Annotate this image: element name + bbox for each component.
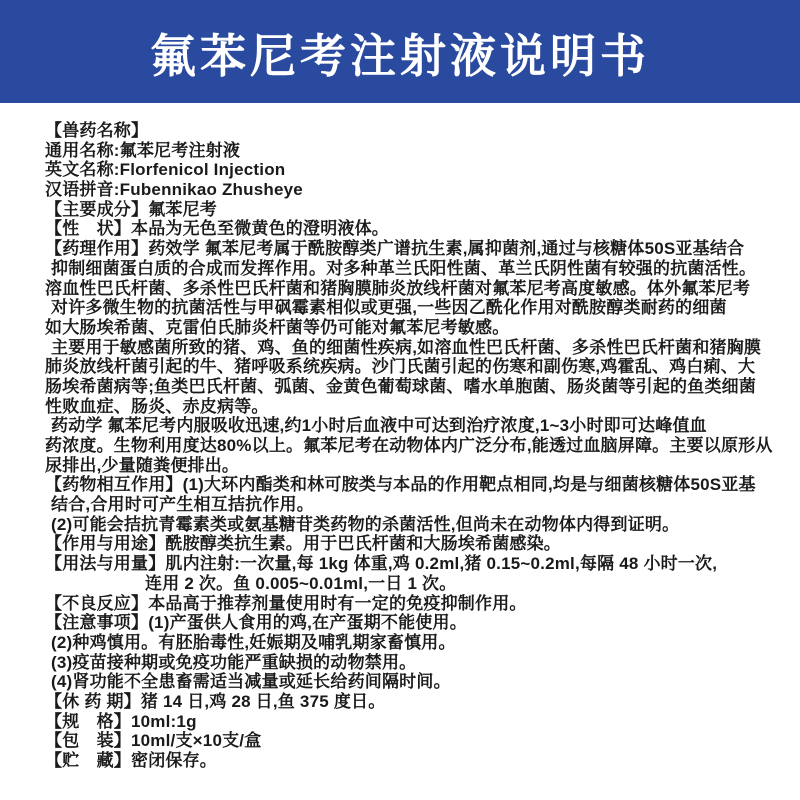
doc-line: 抑制细菌蛋白质的合成而发挥作用。对多种革兰氏阳性菌、革兰氏阴性菌有较强的抗菌活性。	[51, 258, 757, 278]
doc-line-drug-name-heading: 【兽药名称】	[45, 121, 149, 140]
doc-line-pharmacology: 【药理作用】药效学 氟苯尼考属于酰胺醇类广谱抗生素,属抑菌剂,通过与核糖体50S亚基结合	[45, 239, 745, 259]
doc-line: (3)疫苗接种期或免疫功能严重缺损的动物禁用。	[51, 652, 417, 672]
doc-line: 肠埃希菌病等;鱼类巴氏杆菌、弧菌、金黄色葡萄球菌、嗜水单胞菌、肠炎菌等引起的鱼类细菌	[45, 376, 757, 396]
doc-line: 药浓度。生物利用度达80%以上。氟苯尼考在动物体内广泛分布,能透过血脑屏障。主要以原形从	[45, 436, 773, 455]
doc-line-dosage: 【用法与用量】肌内注射:一次量,每 1kg 体重,鸡 0.2ml,猪 0.15~0.2ml,每隔 48 小时一次,	[45, 554, 718, 574]
doc-line-specification: 【规 格】10ml:1g	[45, 711, 197, 731]
doc-line: 主要用于敏感菌所致的猪、鸡、鱼的细菌性疾病,如溶血性巴氏杆菌、多杀性巴氏杆菌和猪胸膜	[51, 337, 762, 357]
doc-line: 如大肠埃希菌、克雷伯氏肺炎杆菌等仍可能对氟苯尼考敏感。	[45, 317, 510, 337]
title-banner	[0, 0, 800, 103]
doc-line: 连用 2 次。鱼 0.005~0.01ml,一日 1 次。	[145, 573, 457, 593]
doc-line-pharmacokinetics: 药动学 氟苯尼考内服吸收迅速,约1小时后血液中可达到治疗浓度,1~3小时即可达峰值血	[51, 416, 707, 436]
doc-line-withdrawal-period: 【休 药 期】猪 14 日,鸡 28 日,鱼 375 度日。	[45, 691, 386, 711]
doc-line: (4)肾功能不全患畜需适当减量或延长给药间隔时间。	[51, 672, 451, 692]
doc-line: 性败血症、肠炎、赤皮病等。	[45, 396, 269, 416]
doc-line-main-ingredient: 【主要成分】氟苯尼考	[45, 199, 217, 219]
doc-line-generic-name: 通用名称:氟苯尼考注射液	[45, 140, 241, 160]
doc-line: (2)可能会拮抗青霉素类或氨基糖苷类药物的杀菌活性,但尚未在动物体内得到证明。	[51, 514, 680, 534]
doc-line-adverse-reactions: 【不良反应】本品高于推荐剂量使用时有一定的免疫抑制作用。	[45, 593, 527, 613]
doc-line: 尿排出,少量随粪便排出。	[45, 455, 240, 475]
doc-line: 溶血性巴氏杆菌、多杀性巴氏杆菌和猪胸膜肺炎放线杆菌对氟苯尼考高度敏感。体外氟苯尼考	[45, 278, 751, 298]
doc-line-english-name: 英文名称:Florfenicol Injection	[45, 160, 286, 180]
doc-line-appearance: 【性 状】本品为无色至微黄色的澄明液体。	[45, 219, 389, 239]
doc-line-drug-interactions: 【药物相互作用】(1)大环内酯类和林可胺类与本品的作用靶点相同,均是与细菌核糖体50S亚基	[45, 475, 756, 495]
doc-line: (2)种鸡慎用。有胚胎毒性,妊娠期及哺乳期家畜慎用。	[51, 632, 456, 652]
doc-line: 肺炎放线杆菌引起的牛、猪呼吸系统疾病。沙门氏菌引起的伤寒和副伤寒,鸡霍乱、鸡白痢、大	[45, 357, 756, 377]
page-title: 氟苯尼考注射液说明书	[150, 29, 650, 82]
doc-line: 对许多微生物的抗菌活性与甲砜霉素相似或更强,一些因乙酰化作用对酰胺醇类耐药的细菌	[51, 298, 727, 318]
doc-line-storage: 【贮 藏】密闭保存。	[45, 751, 217, 770]
doc-line-indications: 【作用与用途】酰胺醇类抗生素。用于巴氏杆菌和大肠埃希菌感染。	[45, 534, 561, 554]
doc-line-packaging: 【包 装】10ml/支×10支/盒	[45, 731, 262, 751]
doc-line-pinyin: 汉语拼音:Fubennikao Zhusheye	[45, 180, 303, 200]
leaflet-body	[0, 103, 800, 771]
doc-line-precautions: 【注意事项】(1)产蛋供人食用的鸡,在产蛋期不能使用。	[45, 613, 467, 633]
doc-line: 结合,合用时可产生相互拮抗作用。	[51, 495, 314, 515]
